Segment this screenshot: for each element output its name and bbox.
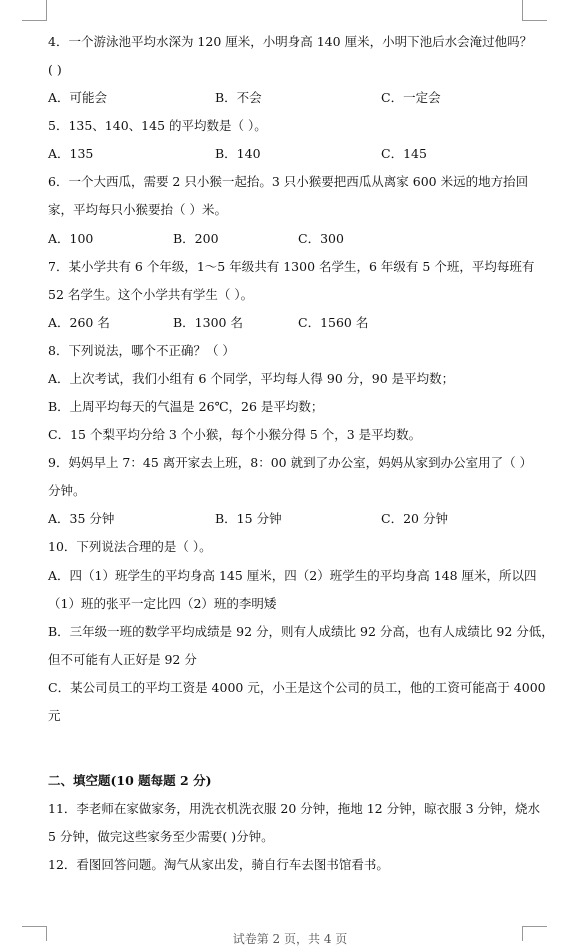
- q6-stem-line1: 6．一个大西瓜，需要 2 只小猴一起抬。3 只小猴要把西瓜从离家 600 米远的地方抬回: [48, 174, 529, 189]
- q9-stem-line1: 9．妈妈早上 7：45 离开家去上班，8：00 就到了办公室，妈妈从家到办公室用了（ ）: [48, 455, 533, 470]
- q11-stem-line2: 5 分钟，做完这些家务至少需要( )分钟。: [48, 829, 274, 844]
- q5-stem: 5．135、140、145 的平均数是（ ）。: [48, 118, 267, 133]
- q7-stem-line1: 7．某小学共有 6 个年级，1～5 年级共有 1300 名学生，6 年级有 5 个班，平均每班有: [48, 259, 535, 274]
- q10-option-a-line2: （1）班的张平一定比四（2）班的李明矮: [48, 596, 277, 611]
- q4-stem-line1: 4．一个游泳池平均水深为 120 厘米，小明身高 140 厘米，小明下池后水会淹过他吗？: [48, 34, 533, 49]
- q9-stem-line2: 分钟。: [48, 483, 86, 498]
- q6-option-a: A．100: [48, 231, 94, 246]
- q10-option-a-line1: A．四（1）班学生的平均身高 145 厘米，四（2）班学生的平均身高 148 厘米，所以四: [48, 568, 537, 583]
- q10-option-b-line2: 但不可能有人正好是 92 分: [48, 652, 197, 667]
- crop-mark-top-right: [522, 0, 547, 21]
- q11-stem-line1: 11．李老师在家做家务，用洗衣机洗衣服 20 分钟，拖地 12 分钟，晾衣服 3 分钟，烧水: [48, 801, 541, 816]
- q4-stem-line2: ( ): [48, 62, 62, 77]
- q7-option-c: C．1560 名: [298, 315, 369, 330]
- q10-option-c-line1: C．某公司员工的平均工资是 4000 元，小王是这个公司的员工，他的工资可能高于 4000: [48, 680, 546, 695]
- section-heading: 二、填空题(10 题每题 2 分): [48, 773, 212, 788]
- q7-option-a: A．260 名: [48, 315, 110, 330]
- q6-stem-line2: 家，平均每只小猴要抬（ ）米。: [48, 202, 227, 217]
- q5-option-c: C．145: [381, 146, 427, 161]
- q5-option-b: B．140: [215, 146, 261, 161]
- q8-stem: 8．下列说法，哪个不正确？（ ）: [48, 343, 235, 358]
- q6-option-b: B．200: [173, 231, 219, 246]
- q7-option-b: B．1300 名: [173, 315, 243, 330]
- crop-mark-top-left: [22, 0, 47, 21]
- page-footer: 试卷第 2 页，共 4 页: [232, 932, 348, 946]
- q7-stem-line2: 52 名学生。这个小学共有学生（ ）。: [48, 287, 254, 302]
- q8-option-a: A．上次考试，我们小组有 6 个同学，平均每人得 90 分，90 是平均数；: [48, 371, 455, 386]
- q10-option-c-line2: 元: [48, 708, 61, 723]
- q10-stem: 10．下列说法合理的是（ ）。: [48, 539, 212, 554]
- q6-option-c: C．300: [298, 231, 344, 246]
- q4-option-a: A．可能会: [48, 90, 108, 105]
- q8-option-c: C．15 个梨平均分给 3 个小猴，每个小猴分得 5 个，3 是平均数。: [48, 427, 422, 442]
- q5-option-a: A．135: [48, 146, 94, 161]
- q8-option-b: B．上周平均每天的气温是 26℃，26 是平均数；: [48, 399, 324, 414]
- q9-option-b: B．15 分钟: [215, 511, 282, 526]
- q9-option-c: C．20 分钟: [381, 511, 448, 526]
- q4-option-b: B．不会: [215, 90, 262, 105]
- q12-stem: 12．看图回答问题。淘气从家出发，骑自行车去图书馆看书。: [48, 857, 389, 872]
- q9-option-a: A．35 分钟: [48, 511, 115, 526]
- q10-option-b-line1: B．三年级一班的数学平均成绩是 92 分，则有人成绩比 92 分高，也有人成绩比 92 分低，: [48, 624, 554, 639]
- q4-option-c: C．一定会: [381, 90, 441, 105]
